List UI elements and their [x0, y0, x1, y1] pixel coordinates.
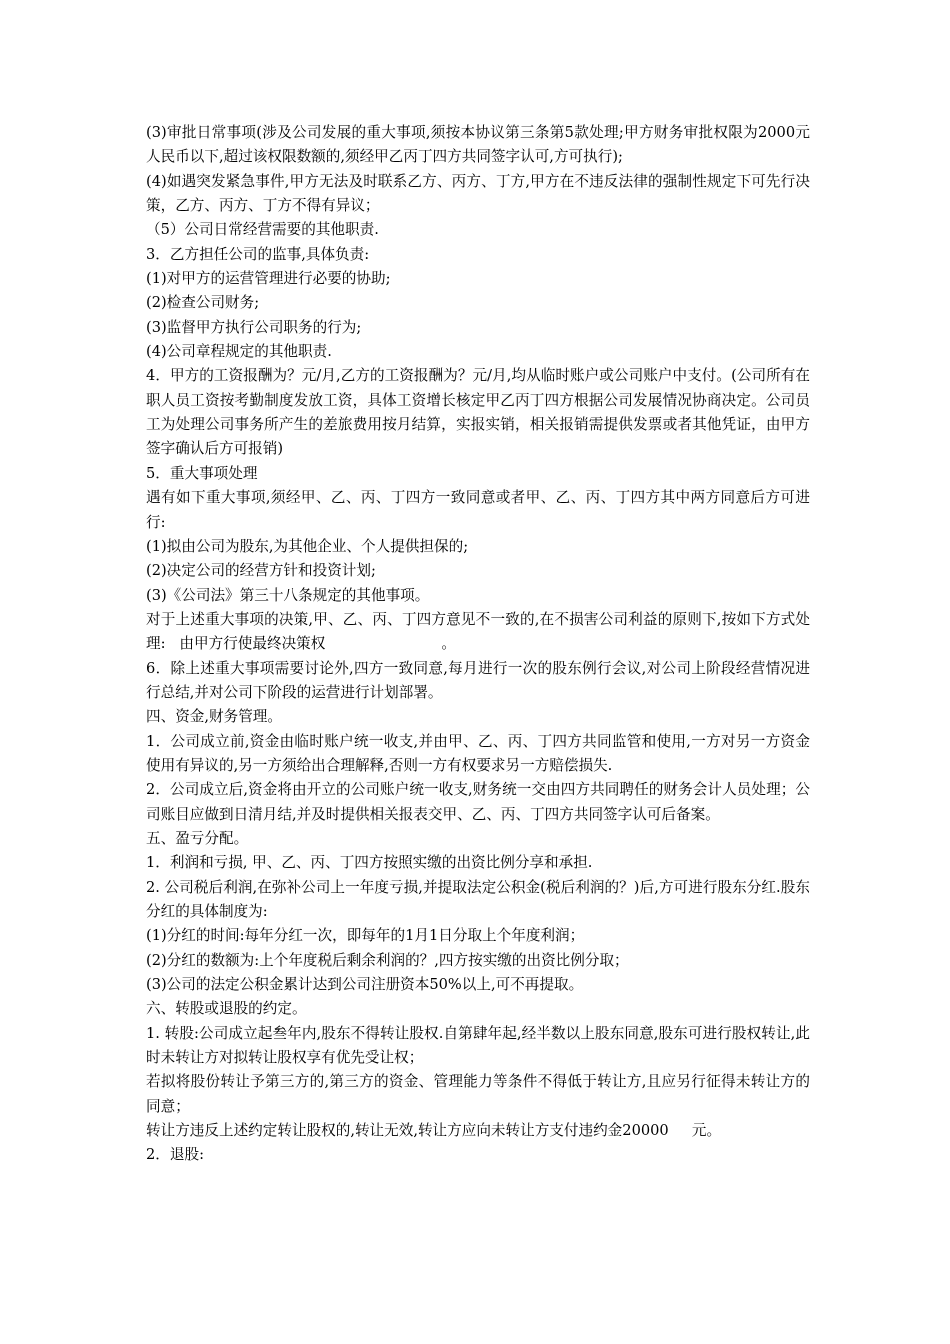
- paragraph-profit-sharing: 1．利润和亏损, 甲、乙、丙、丁四方按照实缴的出资比例分享和承担.: [146, 854, 593, 872]
- paragraph-finance-after-founding: 2．公司成立后,资金将由开立的公司账户统一收支,财务统一交由四方共同聘任的财务会计人员处理；公司账目应做到日清月结,并及时提供相关报表交甲、乙、丙、丁四方共同签字认可后备案。: [146, 781, 810, 823]
- paragraph-dividend-amount: (2)分红的数额为:上个年度税后剩余利润的？,四方按实缴的出资比例分取；: [146, 951, 629, 969]
- paragraph-major-matters-item-1: (1)拟由公司为股东,为其他企业、个人提供担保的;: [146, 537, 469, 555]
- paragraph-other-duties: （5）公司日常经营需要的其他职责.: [146, 221, 379, 239]
- paragraph-finance-before-founding: 1．公司成立前,资金由临时账户统一收支,并由甲、乙、丙、丁四方共同监管和使用,一方对另一方资金使用有异议的,另一方须给出合理解释,否则一方有权要求另一方赔偿损失.: [146, 732, 810, 774]
- document-body: [146, 121, 810, 1168]
- paragraph-monthly-meeting: 6．除上述重大事项需要讨论外,四方一致同意,每月进行一次的股东例行会议,对公司上阶段经营情况进行总结,并对公司下阶段的运营进行计划部署。: [146, 659, 810, 701]
- paragraph-major-matters-intro: 遇有如下重大事项,须经甲、乙、丙、丁四方一致同意或者甲、乙、丙、丁四方其中两方同意后方可进行:: [146, 489, 810, 531]
- paragraph-approval-daily-matters: (3)审批日常事项(涉及公司发展的重大事项,须按本协议第三条第5款处理;甲方财务审批权限为2000元人民币以下,超过该权限数额的,须经甲乙丙丁四方共同签字认可,方可执行);: [146, 124, 810, 166]
- paragraph-withdrawal-heading: 2．退股:: [146, 1146, 204, 1164]
- paragraph-supervisor-item-4: (4)公司章程规定的其他职责.: [146, 343, 332, 361]
- paragraph-major-matters-heading: 5．重大事项处理: [146, 464, 258, 482]
- paragraph-share-transfer: 1. 转股:公司成立起叁年内,股东不得转让股权.自第肆年起,经半数以上股东同意,股东可进行股权转让,此时未转让方对拟转让股权享有优先受让权；: [146, 1024, 810, 1067]
- section-heading-profit-loss: 五、盈亏分配。: [146, 829, 249, 847]
- paragraph-transfer-penalty: 转让方违反上述约定转让股权的,转让无效,转让方应向未转让方支付违约金20000 元。: [146, 1122, 722, 1140]
- paragraph-after-tax-profit: 2. 公司税后利润,在弥补公司上一年度亏损,并提取法定公积金(税后利润的？)后,方可进行股东分红.股东分红的具体制度为:: [146, 878, 810, 920]
- paragraph-decision-disagreement: 对于上述重大事项的决策,甲、乙、丙、丁四方意见不一致的,在不损害公司利益的原则下,按如下方式处理: 由甲方行使最终决策权 。: [146, 610, 810, 653]
- paragraph-supervisor-heading: 3．乙方担任公司的监事,具体负责:: [146, 245, 370, 263]
- paragraph-reserve-fund: (3)公司的法定公积金累计达到公司注册资本50%以上,可不再提取。: [146, 976, 584, 994]
- paragraph-emergency-events: (4)如遇突发紧急事件,甲方无法及时联系乙方、丙方、丁方,甲方在不违反法律的强制性规定下可先行决策，乙方、丙方、丁方不得有异议；: [146, 172, 810, 215]
- paragraph-dividend-time: (1)分红的时间:每年分红一次，即每年的1月1日分取上个年度利润；: [146, 927, 585, 945]
- paragraph-supervisor-item-1: (1)对甲方的运营管理进行必要的协助;: [146, 270, 391, 288]
- paragraph-third-party-transfer: 若拟将股份转让予第三方的,第三方的资金、管理能力等条件不得低于转让方,且应另行征得未转让方的同意；: [146, 1073, 810, 1115]
- paragraph-supervisor-item-2: (2)检查公司财务;: [146, 294, 260, 312]
- paragraph-major-matters-item-3: (3)《公司法》第三十八条规定的其他事项。: [146, 586, 430, 604]
- section-heading-finance: 四、资金,财务管理。: [146, 708, 282, 726]
- section-heading-share-transfer: 六、转股或退股的约定。: [146, 1000, 307, 1018]
- paragraph-salary: 4．甲方的工资报酬为？元/月,乙方的工资报酬为？元/月,均从临时账户或公司账户中支付。(公司所有在职人员工资按考勤制度发放工资，具体工资增长核定甲乙丙丁四方根据公司发展情况协商决定。公司员工为处理公司事务所产生的差旅费用按月结算，实报实销，相关报销需提供发票或者其他凭证，由甲方签字确认后方可报销): [146, 367, 810, 458]
- paragraph-supervisor-item-3: (3)监督甲方执行公司职务的行为;: [146, 318, 362, 336]
- paragraph-major-matters-item-2: (2)决定公司的经营方针和投资计划;: [146, 562, 376, 580]
